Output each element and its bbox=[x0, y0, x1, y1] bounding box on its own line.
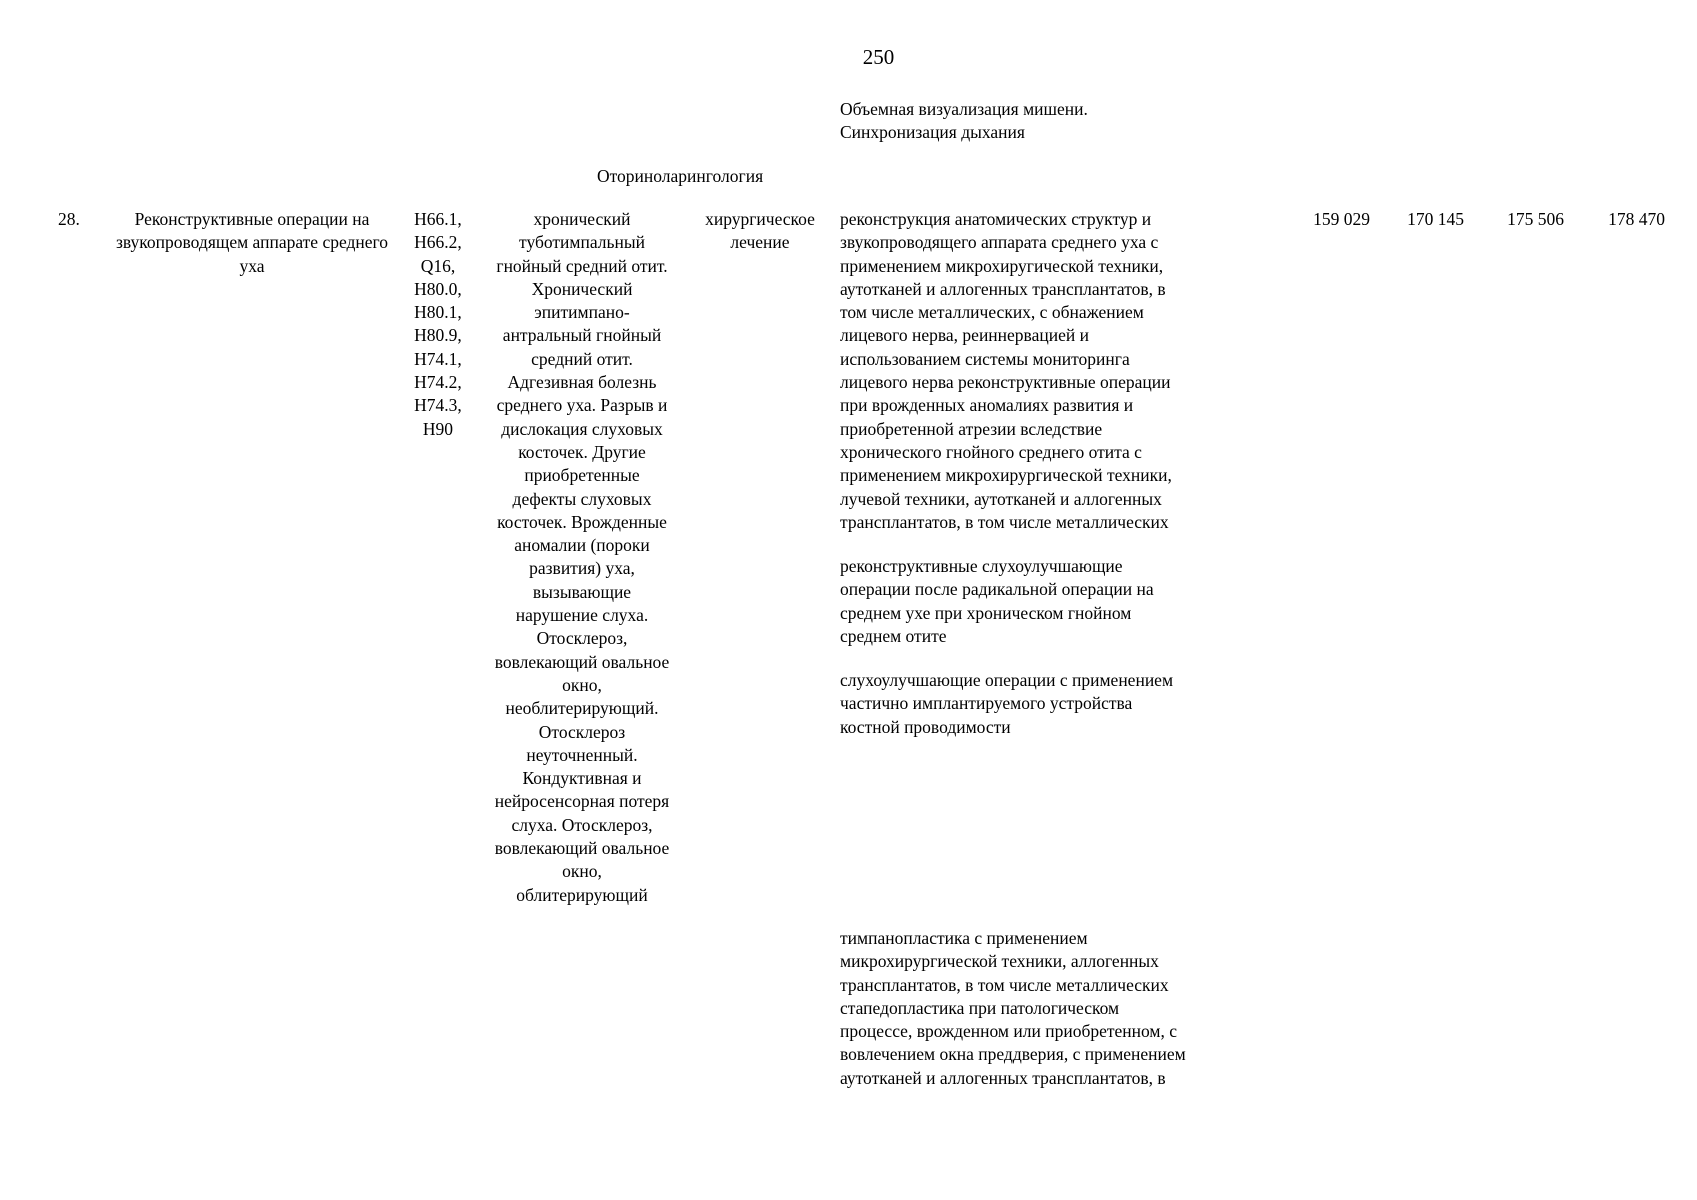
section-title: Оториноларингология bbox=[597, 166, 764, 186]
method-description: реконструктивные слухоулучшающие операции после радикальной операции на среднем ухе при хроническом гнойном среднем отите bbox=[840, 556, 1154, 646]
price-value: 159 029 bbox=[1313, 209, 1370, 229]
intervention-name: Реконструктивные операции на звукопроводящем аппарате среднего уха bbox=[115, 209, 389, 276]
treatment-kind: хирургическое лечение bbox=[705, 209, 815, 253]
continuation-text: Объемная визуализация мишени. Синхронизация дыхания bbox=[840, 99, 1088, 143]
method-description: тимпанопластика с применением микрохирургической техники, аллогенных трансплантатов, в том числе металлических стапедопластика при патологическом процессе, врожденном или приобретенном, с вовлечением окна преддверия, с применением аутотканей и аллогенных трансплантатов, в bbox=[840, 928, 1186, 1088]
price-value: 170 145 bbox=[1407, 209, 1464, 229]
price-value: 178 470 bbox=[1608, 209, 1665, 229]
page-number: 250 bbox=[862, 45, 895, 69]
row-number: 28. bbox=[58, 209, 80, 229]
method-description: реконструкция анатомических структур и звукопроводящего аппарата среднего уха с применением микрохиругической техники, аутотканей и аллогенных трансплантатов, в том числе металлических, с обнажением лицевого нерва, реиннервацией и использованием системы мониторинга лицевого нерва реконструктивные операции при врожденных аномалиях развития и приобретенной атрезии вследствие хронического гнойного среднего отита с применением микрохирургической техники, лучевой техники, аутотканей и аллогенных трансплантатов, в том числе металлических bbox=[840, 209, 1172, 532]
method-description: слухоулучшающие операции с применением частично имплантируемого устройства костной проводимости bbox=[840, 670, 1174, 737]
icd-codes: H66.1, H66.2, Q16, H80.0, H80.1, H80.9, H74.1, H74.2, H74.3, H90 bbox=[414, 209, 462, 439]
price-value: 175 506 bbox=[1507, 209, 1564, 229]
diagnosis-description: хронический туботимпальный гнойный средний отит. Хронический эпитимпано- антральный гнойный средний отит. Адгезивная болезнь среднего уха. Разрыв и дислокация слуховых косточек. Другие приобретенные дефекты слуховых косточек. Врожденные аномалии (пороки развития) уха, вызывающие нарушение слуха. Отосклероз, вовлекающий овальное окно, необлитерирующий. Отосклероз неуточненный. Кондуктивная и нейросенсорная потеря слуха. Отосклероз, вовлекающий овальное окно, облитерирующий bbox=[494, 209, 670, 905]
